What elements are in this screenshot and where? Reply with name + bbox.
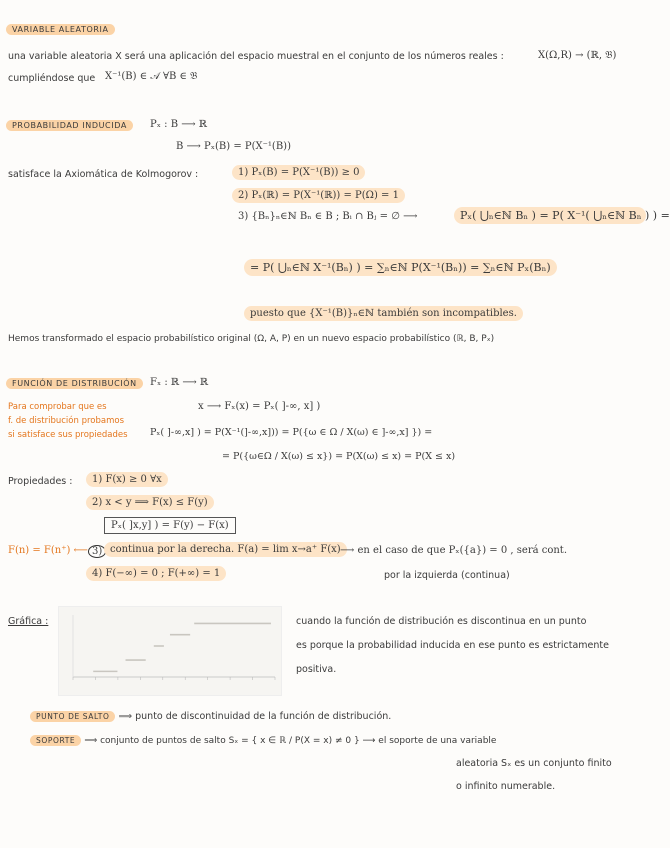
soporte-text-3: o infinito numerable. bbox=[456, 781, 556, 792]
soporte-text-2: aleatoria Sₓ es un conjunto finito bbox=[456, 758, 612, 769]
fd-note-line-1: Para comprobar que es bbox=[8, 402, 107, 412]
pi-axiom-3-lead: 3) {Bₙ}ₙ∈ℕ Bₙ ∈ B ; Bᵢ ∩ Bⱼ = ∅ ⟶ bbox=[238, 211, 418, 222]
fd-property-4: 4) F(−∞) = 0 ; F(+∞) = 1 bbox=[86, 566, 226, 581]
pi-axiom-3-box: Pₓ( ⋃ₙ∈ℕ Bₙ ) = P( X⁻¹( ⋃ₙ∈ℕ Bₙ ) ) = bbox=[454, 207, 646, 224]
fd-property-3-tail-2: por la izquierda (continua) bbox=[384, 570, 510, 581]
pi-puesto-que: puesto que {X⁻¹(B)}ₙ∈ℕ también son incompatibles. bbox=[244, 306, 523, 321]
va-definition-text: una variable aleatoria X será una aplicación del espacio muestral en el conjunto de los números reales : bbox=[8, 51, 504, 62]
va-condition-text: cumpliéndose que bbox=[8, 73, 96, 84]
fd-property-3: continua por la derecha. F(a) = lim x→a⁺ F(x) bbox=[104, 542, 347, 557]
fd-property-3-number: 3) bbox=[88, 545, 106, 558]
fd-property-3-tail: ⟶ en el caso de que Pₓ({a}) = 0 , será cont. bbox=[340, 545, 567, 556]
va-definition-math: X(Ω,R) → (ℝ, 𝔅) bbox=[538, 50, 617, 61]
fd-map-definition: Fₓ : ℝ ⟶ ℝ bbox=[150, 377, 209, 388]
heading-probabilidad-inducida: PROBABILIDAD INDUCIDA bbox=[6, 120, 133, 131]
pi-kolmogorov-text: satisface la Axiomática de Kolmogorov : bbox=[8, 169, 199, 180]
fd-equation-1: Pₓ( ]-∞,x] ) = P(X⁻¹(]-∞,x])) = P({ω ∈ Ω / X(ω) ∈ ]-∞,x] }) = bbox=[150, 427, 433, 438]
fd-right-continuity-note: F(n) = F(n⁺) ⟵ bbox=[8, 545, 88, 556]
fd-properties-label: Propiedades : bbox=[8, 476, 73, 487]
salto-text: ⟹ punto de discontinuidad de la función de distribución. bbox=[118, 711, 392, 722]
step-function-svg bbox=[59, 607, 281, 695]
fd-property-1: 1) F(x) ≥ 0 ∀x bbox=[86, 472, 168, 487]
soporte-row bbox=[30, 735, 496, 746]
fd-note-line-3: si satisface sus propiedades bbox=[8, 430, 128, 440]
fd-map-rule: x ⟶ Fₓ(x) = Pₓ( ]-∞, x] ) bbox=[198, 401, 321, 412]
soporte-text: ⟹ conjunto de puntos de salto Sₓ = { x ∈ ℝ / P(X = x) ≠ 0 } ⟶ el soporte de una variable bbox=[84, 736, 497, 746]
graf-text-2: es porque la probabilidad inducida en ese punto es estrictamente bbox=[296, 640, 609, 651]
pi-axiom-3-continuation: = P( ⋃ₙ∈ℕ X⁻¹(Bₙ) ) = ∑ₙ∈ℕ P(X⁻¹(Bₙ)) = ∑ₙ∈ℕ Pₓ(Bₙ) bbox=[244, 259, 557, 276]
pi-transformation-text: Hemos transformado el espacio probabilístico original (Ω, A, P) en un nuevo espacio probabilístico (ℝ, B, Pₓ) bbox=[8, 334, 495, 344]
fd-note-line-2: f. de distribución probamos bbox=[8, 416, 125, 426]
soporte-label: SOPORTE bbox=[30, 735, 81, 746]
pi-map-definition: Pₓ : B ⟶ ℝ bbox=[150, 119, 208, 130]
graf-text-3: positiva. bbox=[296, 664, 337, 675]
graf-label: Gráfica : bbox=[8, 616, 49, 627]
fd-property-2: 2) x < y ⟹ F(x) ≤ F(y) bbox=[86, 495, 214, 510]
salto-row bbox=[30, 711, 391, 722]
pi-axiom-2: 2) Pₓ(ℝ) = P(X⁻¹(ℝ)) = P(Ω) = 1 bbox=[232, 188, 405, 203]
heading-variable-aleatoria: VARIABLE ALEATORIA bbox=[6, 24, 115, 35]
salto-label: PUNTO DE SALTO bbox=[30, 711, 115, 722]
pi-map-rule: B ⟶ Pₓ(B) = P(X⁻¹(B)) bbox=[176, 141, 291, 152]
fd-equation-2: = P({ω∈Ω / X(ω) ≤ x}) = P(X(ω) ≤ x) = P(X ≤ x) bbox=[222, 451, 456, 462]
step-function-chart bbox=[58, 606, 282, 696]
va-condition-math: X⁻¹(B) ∈ 𝒜 ∀B ∈ 𝔅 bbox=[105, 71, 198, 82]
pi-axiom-1: 1) Pₓ(B) = P(X⁻¹(B)) ≥ 0 bbox=[232, 165, 365, 180]
fd-property-2-box: Pₓ( ]x,y] ) = F(y) − F(x) bbox=[104, 517, 236, 534]
heading-funcion-distribucion: FUNCIÓN DE DISTRIBUCIÓN bbox=[6, 378, 143, 389]
graf-text-1: cuando la función de distribución es discontinua en un punto bbox=[296, 616, 587, 627]
